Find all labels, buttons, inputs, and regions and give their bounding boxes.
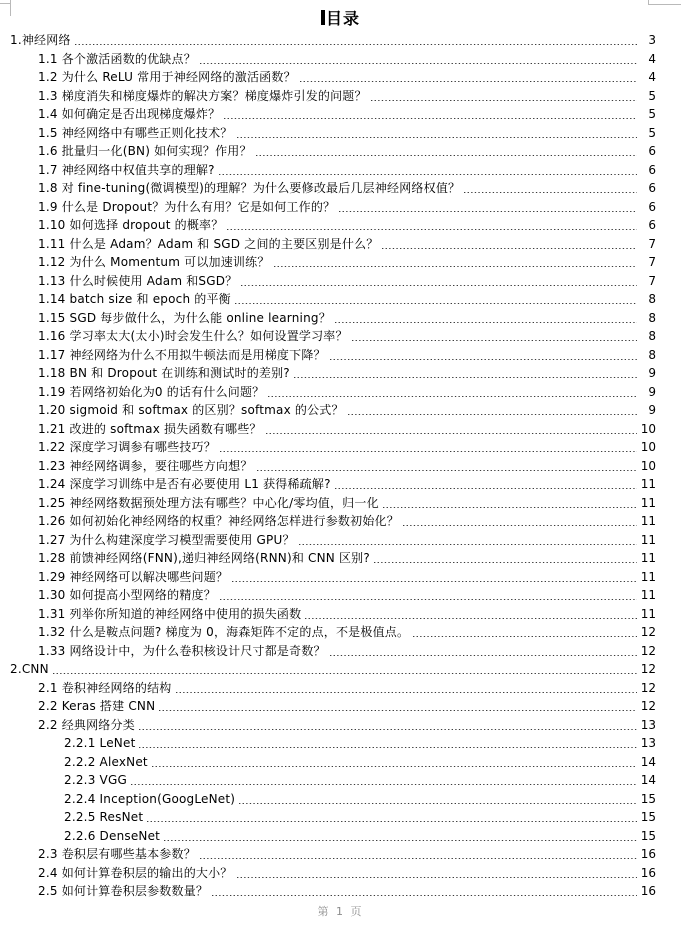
toc-entry-label: 1.30 如何提高小型网络的精度？: [38, 588, 216, 602]
dot-leader: [382, 247, 637, 249]
toc-page-number: 10: [640, 440, 656, 454]
toc-page-number: 14: [640, 773, 656, 787]
toc-entry-label: 1.17 神经网络为什么不用拟牛顿法而是用梯度下降？: [38, 347, 326, 362]
toc-page-number: 11: [640, 495, 656, 510]
toc-entry-label: 1.1 各个激活函数的优缺点？: [38, 51, 196, 66]
toc-page-number: 14: [640, 754, 656, 769]
dot-leader: [200, 62, 637, 64]
toc-page-number: 12: [640, 625, 656, 639]
toc-entry-label: 1.20 sigmoid 和 softmax 的区别？softmax 的公式？: [38, 403, 344, 417]
toc-page-number: 11: [640, 606, 656, 621]
toc-page-number: 12: [640, 680, 656, 695]
toc-page-number: 6: [648, 162, 656, 177]
toc-entry-label: 1.15 SGD 每步做什么，为什么能 online learning？: [38, 310, 331, 325]
dot-leader: [139, 747, 637, 749]
toc-entry[interactable]: [0, 198, 681, 217]
toc-page-number: 8: [648, 329, 656, 343]
toc-page-number: 6: [648, 218, 656, 232]
dot-leader: [330, 654, 637, 656]
toc-page-number: 16: [640, 884, 656, 898]
toc-page-number: 5: [648, 125, 656, 140]
dot-leader: [257, 469, 637, 471]
toc-page-number: 5: [648, 88, 656, 103]
toc-entry[interactable]: [0, 235, 681, 254]
toc-entry[interactable]: [0, 124, 681, 143]
dot-leader: [383, 506, 637, 508]
toc-entry-label: 1.10 如何选择 dropout 的概率？: [38, 218, 224, 232]
toc-entry-label: 1.32 什么是鞍点问题? 梯度为 0，海森矩阵不定的点，不是极值点。: [38, 625, 410, 639]
dot-leader: [294, 377, 637, 379]
dot-leader: [256, 155, 637, 157]
dot-leader: [237, 136, 638, 138]
toc-entry-label: 1.6 批量归一化(BN) 如何实现？作用？: [38, 144, 252, 158]
toc-entry-label: 2.2.2 AlexNet: [64, 754, 148, 769]
toc-entry[interactable]: [0, 753, 681, 772]
dot-leader: [212, 895, 637, 897]
toc-page-number: 6: [648, 181, 656, 195]
toc-page-number: 7: [648, 273, 656, 288]
toc-entry-label: 1.14 batch size 和 epoch 的平衡: [38, 292, 231, 306]
dot-leader: [348, 414, 637, 416]
dot-leader: [266, 432, 637, 434]
dot-leader: [147, 821, 637, 823]
dot-leader: [232, 580, 637, 582]
toc-page-number: 11: [640, 551, 656, 565]
dot-leader: [335, 321, 637, 323]
dot-leader: [139, 728, 637, 730]
toc-entry-label: 1.21 改进的 softmax 损失函数有哪些？: [38, 421, 262, 436]
toc-entry[interactable]: [0, 623, 681, 642]
toc-entry[interactable]: [0, 494, 681, 513]
toc-entry[interactable]: [0, 697, 681, 716]
toc-entry[interactable]: [0, 179, 681, 198]
toc-entry[interactable]: [0, 716, 681, 735]
toc-entry[interactable]: [0, 216, 681, 235]
dot-leader: [300, 81, 637, 83]
toc-entry-label: 1.9 什么是 Dropout？为什么有用？它是如何工作的？: [38, 199, 336, 214]
toc-page-number: 11: [640, 514, 656, 528]
toc-page-number: 12: [640, 643, 656, 658]
toc-entry-label: 1.33 网络设计中，为什么卷积核设计尺寸都是奇数？: [38, 643, 326, 658]
toc-entry[interactable]: [0, 50, 681, 69]
dot-leader: [241, 284, 637, 286]
toc-entry[interactable]: [0, 475, 681, 494]
toc-entry[interactable]: [0, 364, 681, 383]
toc-entry[interactable]: [0, 272, 681, 291]
toc-entry-label: 1.31 列举你所知道的神经网络中使用的损失函数: [38, 606, 302, 621]
toc-entry[interactable]: [0, 586, 681, 605]
toc-entry[interactable]: [0, 531, 681, 550]
toc-page-number: 8: [648, 292, 656, 306]
dot-leader: [335, 488, 637, 490]
toc-entry-label: 1.7 神经网络中权值共享的理解?: [38, 162, 215, 177]
toc-entry-label: 2.2 Keras 搭建 CNN: [38, 699, 156, 713]
toc-entry[interactable]: [0, 734, 681, 753]
toc-entry-label: 1.28 前馈神经网络(FNN),递归神经网络(RNN)和 CNN 区别?: [38, 551, 370, 565]
toc-entry-label: 1.神经网络: [10, 33, 71, 47]
margin-crop-mark-top-right-horizontal: [648, 4, 681, 5]
toc-entry-label: 2.CNN: [10, 662, 49, 676]
dot-leader: [464, 192, 637, 194]
toc-page-number: 13: [640, 717, 656, 732]
toc-entry[interactable]: [0, 420, 681, 439]
toc-page-number: 7: [648, 255, 656, 269]
dot-leader: [235, 303, 637, 305]
dot-leader: [237, 876, 638, 878]
toc-entry[interactable]: [0, 864, 681, 883]
toc-entry-label: 2.2.3 VGG: [64, 773, 127, 787]
page-footer: 第 1 页: [317, 905, 364, 918]
toc-list: [0, 29, 681, 901]
toc-entry-label: 1.29 神经网络可以解决哪些问题？: [38, 569, 229, 584]
toc-entry[interactable]: [0, 845, 681, 864]
toc-page-number: 6: [648, 144, 656, 158]
dot-leader: [176, 691, 638, 693]
dot-leader: [131, 784, 637, 786]
toc-page-number: 10: [640, 458, 656, 473]
toc-page-number: 13: [640, 736, 656, 750]
text-cursor: [321, 10, 325, 25]
dot-leader: [200, 858, 637, 860]
toc-page-number: 11: [640, 477, 656, 491]
toc-entry-label: 1.25 神经网络数据预处理方法有哪些？中心化/零均值，归一化: [38, 495, 379, 510]
toc-entry-label: 1.11 什么是 Adam？Adam 和 SGD 之间的主要区别是什么？: [38, 236, 379, 251]
margin-crop-mark-top-left-vertical: [10, 0, 11, 16]
toc-entry[interactable]: [0, 679, 681, 698]
toc-entry[interactable]: [0, 438, 681, 457]
toc-entry[interactable]: [0, 68, 681, 87]
dot-leader: [339, 210, 637, 212]
toc-entry-label: 1.18 BN 和 Dropout 在训练和测试时的差别?: [38, 366, 290, 380]
toc-page-number: 15: [640, 791, 656, 806]
toc-page-number: 11: [640, 588, 656, 602]
toc-entry-label: 1.27 为什么构建深度学习模型需要使用 GPU？: [38, 532, 295, 547]
toc-page-number: 16: [640, 847, 656, 861]
toc-entry[interactable]: [0, 882, 681, 901]
toc-entry-label: 2.3 卷积层有哪些基本参数？: [38, 847, 196, 861]
toc-page-number: 3: [648, 33, 656, 47]
toc-page-number: 15: [640, 828, 656, 843]
toc-entry-label: 1.23 神经网络调参，要往哪些方向想？: [38, 458, 253, 473]
dot-leader: [227, 229, 637, 231]
toc-entry[interactable]: [0, 161, 681, 180]
toc-entry-label: 1.13 什么时候使用 Adam 和SGD？: [38, 273, 238, 288]
toc-page-number: 12: [640, 662, 656, 676]
toc-entry[interactable]: [0, 383, 681, 402]
toc-entry-label: 1.8 对 fine-tuning(微调模型)的理解？为什么要修改最后几层神经网络权值？: [38, 181, 461, 195]
toc-entry[interactable]: [0, 309, 681, 328]
toc-entry-label: 2.2.1 LeNet: [64, 736, 136, 750]
toc-entry-label: 1.4 如何确定是否出现梯度爆炸？: [38, 107, 221, 121]
toc-page-number: 11: [640, 569, 656, 584]
dot-leader: [305, 617, 637, 619]
toc-entry-label: 1.3 梯度消失和梯度爆炸的解决方案？梯度爆炸引发的问题？: [38, 88, 367, 103]
toc-page-number: 16: [640, 865, 656, 880]
toc-entry-label: 2.4 如何计算卷积层的输出的大小？: [38, 865, 233, 880]
toc-entry-label: 1.22 深度学习调参有哪些技巧？: [38, 440, 216, 454]
dot-leader: [299, 543, 637, 545]
toc-page-number: 5: [648, 107, 656, 121]
toc-entry[interactable]: [0, 771, 681, 790]
toc-entry[interactable]: [0, 512, 681, 531]
toc-entry[interactable]: [0, 642, 681, 661]
dot-leader: [403, 525, 637, 527]
toc-page-number: 8: [648, 347, 656, 362]
toc-entry[interactable]: [0, 253, 681, 272]
toc-entry[interactable]: [0, 568, 681, 587]
toc-entry[interactable]: [0, 549, 681, 568]
toc-page-number: 12: [640, 699, 656, 713]
toc-title-row: [0, 0, 681, 29]
toc-page-number: 4: [648, 51, 656, 66]
toc-entry-label: 1.26 如何初始化神经网络的权重？神经网络怎样进行参数初始化？: [38, 514, 399, 528]
toc-page-number: 4: [648, 70, 656, 84]
toc-entry[interactable]: [0, 327, 681, 346]
dot-leader: [274, 266, 637, 268]
toc-entry-label: 1.12 为什么 Momentum 可以加速训练？: [38, 255, 270, 269]
toc-entry-label: 1.5 神经网络中有哪些正则化技术？: [38, 125, 233, 140]
dot-leader: [164, 839, 637, 841]
toc-page-number: 15: [640, 810, 656, 824]
dot-leader: [352, 340, 637, 342]
dot-leader: [413, 636, 637, 638]
toc-entry-label: 2.2.5 ResNet: [64, 810, 144, 824]
toc-page-number: 10: [640, 421, 656, 436]
toc-entry[interactable]: [0, 290, 681, 309]
toc-entry[interactable]: [0, 401, 681, 420]
toc-entry-label: 2.1 卷积神经网络的结构: [38, 680, 172, 695]
toc-entry-label: 2.2.4 Inception(GoogLeNet): [64, 791, 236, 806]
toc-entry[interactable]: [0, 457, 681, 476]
dot-leader: [220, 451, 637, 453]
margin-crop-mark-top-left-horizontal: [0, 3, 10, 4]
toc-entry-label: 2.2.6 DenseNet: [64, 828, 161, 843]
toc-entry[interactable]: [0, 827, 681, 846]
toc-page-number: 9: [648, 366, 656, 380]
dot-leader: [371, 99, 637, 101]
toc-page-number: 9: [648, 403, 656, 417]
dot-leader: [239, 802, 637, 804]
dot-leader: [268, 395, 637, 397]
dot-leader: [330, 358, 637, 360]
toc-entry[interactable]: [0, 346, 681, 365]
toc-entry[interactable]: [0, 660, 681, 679]
toc-entry[interactable]: [0, 31, 681, 50]
toc-entry[interactable]: [0, 87, 681, 106]
toc-entry-label: 1.2 为什么 ReLU 常用于神经网络的激活函数？: [38, 70, 296, 84]
toc-entry-label: 1.19 若网络初始化为0 的话有什么问题？: [38, 384, 265, 399]
toc-entry[interactable]: [0, 790, 681, 809]
dot-leader: [224, 118, 637, 120]
toc-entry[interactable]: [0, 605, 681, 624]
dot-leader: [53, 673, 637, 675]
dot-leader: [152, 765, 637, 767]
toc-page-number: 11: [640, 532, 656, 547]
dot-leader: [75, 44, 637, 46]
toc-entry-label: 2.5 如何计算卷积层参数数量？: [38, 884, 209, 898]
toc-entry-label: 1.24 深度学习训练中是否有必要使用 L1 获得稀疏解?: [38, 477, 331, 491]
toc-page-number: 6: [648, 199, 656, 214]
toc-title: 目录: [325, 8, 360, 28]
toc-entry-label: 1.16 学习率太大(太小)时会发生什么？如何设置学习率？: [38, 329, 348, 343]
dot-leader: [374, 562, 637, 564]
dot-leader: [220, 599, 637, 601]
toc-entry[interactable]: [0, 105, 681, 124]
toc-page-number: 7: [648, 236, 656, 251]
toc-page-number: 9: [648, 384, 656, 399]
dot-leader: [219, 173, 637, 175]
toc-entry[interactable]: [0, 808, 681, 827]
toc-entry[interactable]: [0, 142, 681, 161]
toc-page-number: 8: [648, 310, 656, 325]
toc-entry-label: 2.2 经典网络分类: [38, 717, 135, 732]
dot-leader: [159, 710, 637, 712]
